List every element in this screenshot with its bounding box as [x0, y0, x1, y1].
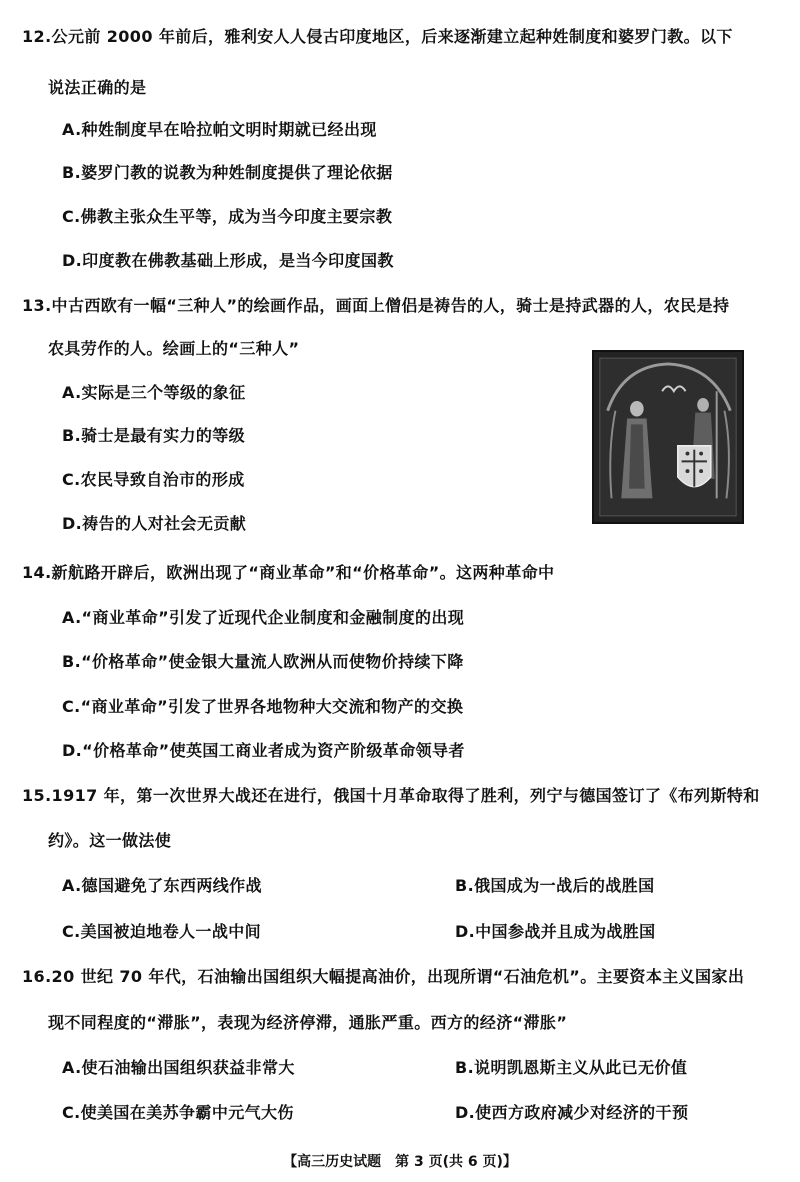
q14-stem-line-1: 14.新航路开辟后，欧洲出现了“商业革命”和“价格革命”。这两种革命中: [22, 563, 555, 582]
q16-stem-line-1: 16.20 世纪 70 年代，石油输出国组织大幅提高油价，出现所谓“石油危机”。主要资本主义国家出: [22, 967, 745, 986]
q12-option-c: C.佛教主张众生平等，成为当今印度主要宗教: [62, 207, 393, 226]
q13-stem-line-2: 农具劳作的人。绘画上的“三种人”: [48, 339, 300, 358]
q15-option-b: B.俄国成为一战后的战胜国: [455, 876, 655, 895]
q15-option-a: A.德国避免了东西两线作战: [62, 876, 262, 895]
q14-option-d: D.“价格革命”使英国工商业者成为资产阶级革命领导者: [62, 741, 465, 760]
three-estates-painting-image: [592, 350, 744, 524]
q13-option-c: C.农民导致自治市的形成: [62, 470, 245, 489]
q12-option-d: D.印度教在佛教基础上形成，是当今印度国教: [62, 251, 394, 270]
q15-stem-line-2: 约》。这一做法使: [48, 831, 172, 850]
q13-stem-line-1: 13.中古西欧有一幅“三种人”的绘画作品，画面上僧侣是祷告的人，骑士是持武器的人，农民是持: [22, 296, 730, 315]
q16-stem-line-2: 现不同程度的“滞胀”，表现为经济停滞，通胀严重。西方的经济“滞胀”: [48, 1013, 568, 1032]
q16-option-b: B.说明凯恩斯主义从此已无价值: [455, 1058, 688, 1077]
page-footer: 【高三历史试题 第 3 页(共 6 页)】: [283, 1154, 517, 1170]
q16-option-d: D.使西方政府减少对经济的干预: [455, 1103, 689, 1122]
q16-option-a: A.使石油输出国组织获益非常大: [62, 1058, 295, 1077]
q13-option-a: A.实际是三个等级的象征: [62, 383, 246, 402]
q14-option-b: B.“价格革命”使金银大量流人欧洲从而使物价持续下降: [62, 652, 464, 671]
q12-option-a: A.种姓制度早在哈拉帕文明时期就已经出现: [62, 120, 377, 139]
q15-option-c: C.美国被迫地卷人一战中间: [62, 922, 262, 941]
q13-option-b: B.骑士是最有实力的等级: [62, 426, 246, 445]
q12-option-b: B.婆罗门教的说教为种姓制度提供了理论依据: [62, 163, 393, 182]
q14-option-c: C.“商业革命”引发了世界各地物种大交流和物产的交换: [62, 697, 464, 716]
q12-stem-line-2: 说法正确的是: [48, 78, 147, 97]
q14-option-a: A.“商业革命”引发了近现代企业制度和金融制度的出现: [62, 608, 465, 627]
q15-stem-line-1: 15.1917 年，第一次世界大战还在进行，俄国十月革命取得了胜利，列宁与德国签订了《布列斯特和: [22, 786, 760, 805]
q16-option-c: C.使美国在美苏争霸中元气大伤: [62, 1103, 294, 1122]
q15-option-d: D.中国参战并且成为战胜国: [455, 922, 656, 941]
three-estates-painting-drawing: [594, 352, 742, 522]
q13-option-d: D.祷告的人对社会无贡献: [62, 514, 247, 533]
q12-stem-line-1: 12.公元前 2000 年前后，雅利安人人侵古印度地区，后来逐渐建立起种姓制度和婆罗门教。以下: [22, 27, 733, 46]
